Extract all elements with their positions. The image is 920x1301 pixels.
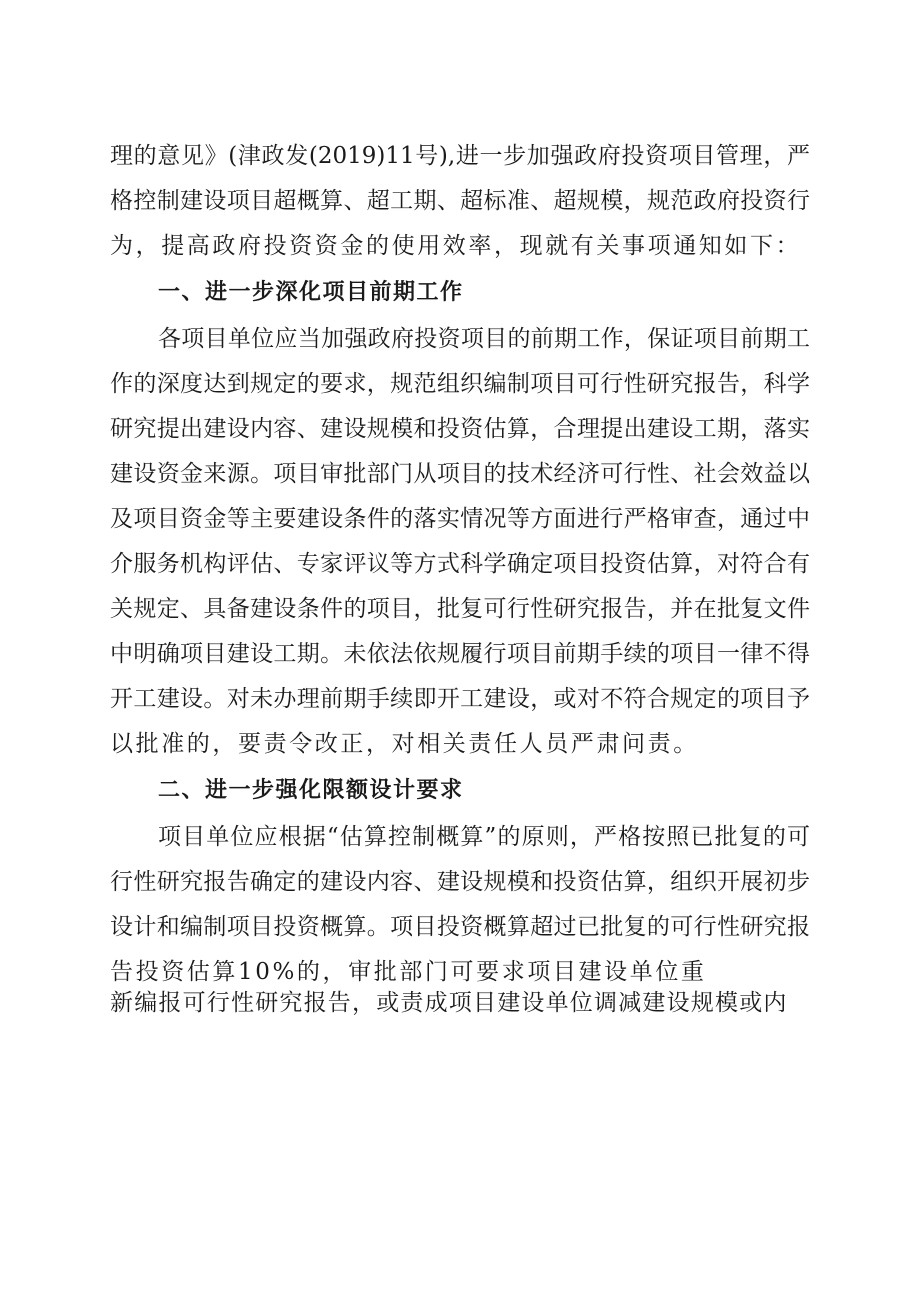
intro-line-2: 格控制建设项目超概算、超工期、超标准、超规模，规范政府投资行 [110, 188, 810, 214]
section-1-line-1: 各项目单位应当加强政府投资项目的前期工作，保证项目前期工 [158, 326, 810, 352]
section-1-line-2: 作的深度达到规定的要求，规范组织编制项目可行性研究报告，科学 [110, 371, 810, 397]
intro-line-1: 理的意见》(津政发(2019)11号),进一步加强政府投资项目管理，严 [110, 143, 810, 169]
section-2-line-5: 新编报可行性研究报告，或责成项目建设单位调减建设规模或内 [110, 990, 788, 1016]
section-2-line-2: 行性研究报告确定的建设内容、建设规模和投资估算，组织开展初步 [110, 869, 810, 895]
section-1-line-5: 及项目资金等主要建设条件的落实情况等方面进行严格审查，通过中 [110, 506, 810, 532]
section-1-line-8: 中明确项目建设工期。未依法依规履行项目前期手续的项目一律不得 [110, 641, 810, 667]
section-2-heading: 二、进一步强化限额设计要求 [158, 778, 464, 803]
section-1-heading: 一、进一步深化项目前期工作 [158, 280, 464, 305]
section-1-line-3: 研究提出建设内容、建设规模和投资估算，合理提出建设工期，落实 [110, 416, 810, 442]
section-1-line-9: 开工建设。对未办理前期手续即开工建设，或对不符合规定的项目予 [110, 686, 810, 712]
section-2-line-4: 告投资估算10%的，审批部门可要求项目建设单位重 [110, 959, 707, 985]
intro-line-3: 为，提高政府投资资金的使用效率，现就有关事项通知如下： [110, 233, 802, 259]
section-1-line-6: 介服务机构评估、专家评议等方式科学确定项目投资估算，对符合有 [110, 551, 810, 577]
section-1-line-4: 建设资金来源。项目审批部门从项目的技术经济可行性、社会效益以 [110, 461, 810, 487]
section-2-line-3: 设计和编制项目投资概算。项目投资概算超过已批复的可行性研究报 [110, 914, 810, 940]
section-2-line-1: 项目单位应根据“估算控制概算”的原则，严格按照已批复的可 [158, 824, 810, 850]
section-1-line-10: 以批准的，要责令改正，对相关责任人员严肃问责。 [110, 731, 699, 757]
section-1-line-7: 关规定、具备建设条件的项目，批复可行性研究报告，并在批复文件 [110, 596, 810, 622]
